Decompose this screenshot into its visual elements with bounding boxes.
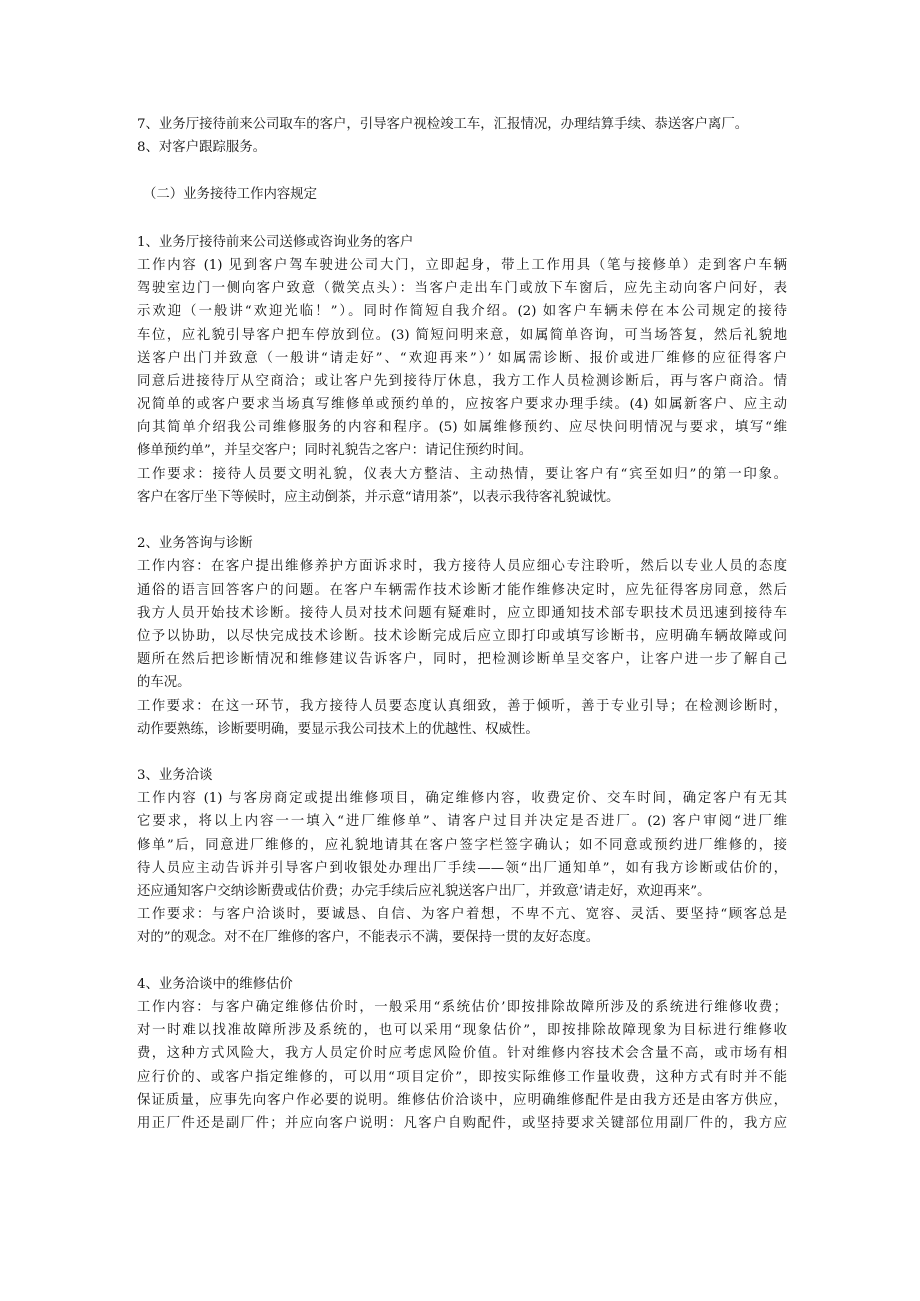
item4-content-line: 工作内容：与客户确定维修估价时，一般采用“系统估价’即按排除故障所涉及的系统进行维修收费；: [137, 999, 787, 1015]
item4-content-line: 对一时难以找准故障所涉及系统的，也可以采用“现象估价”，即按排除故障现象为目标进行维修收: [137, 1023, 787, 1039]
item4-content-line: 应行价的、或客户指定维修的，可以用“项目定价”，即按实际维修工作量收费，这种方式有时并不能: [137, 1069, 787, 1085]
item3-content-line: 待人员应主动告诉并引导客户到收银处办理出厂手续——领“出厂通知单”，如有我方诊断或估价的，: [137, 860, 787, 876]
item4-content-line: 保证质量，应事先向客户作必要的说明。维修估价洽谈中，应明确维修配件是由我方还是由客方供应，: [137, 1092, 787, 1108]
item1-content-line: 同意后进接待厅从空商洽；或让客户先到接待厅休息，我方工作人员检测诊断后，再与客户商洽。情: [137, 373, 787, 389]
item2-requirement-line: 工作要求：在这一环节，我方接待人员要态度认真细致，善于倾听，善于专业引导；在检测诊断时，: [137, 698, 787, 714]
item1-heading: 1、业务厅接待前来公司送修或咨询业务的客户: [137, 234, 414, 250]
item3-heading: 3、业务洽谈: [137, 768, 213, 784]
item4-heading: 4、业务洽谈中的维修估价: [137, 976, 293, 992]
item1-requirement-line: 客户在客厅坐下等候时，应主动倒茶，并示意“请用茶”，以表示我待客礼貌诚忱。: [137, 489, 620, 505]
item3-content-line: 还应通知客户交纳诊断费或估价费；办完手续后应礼貌送客户出厂，并致意’请走好，欢迎再来”。: [137, 884, 711, 899]
intro-line-7: 7、业务厅接待前来公司取车的客户，引导客户视检竣工车，汇报情况，办理结算手续、恭送客户离厂。: [137, 117, 749, 132]
item4-content-line: 费，这种方式风险大，我方人员定价时应考虑风险价值。针对维修内容技术会含量不高，或市场有相: [137, 1046, 787, 1062]
item4-content-line: 用正厂件还是副厂件；并应向客户说明：凡客户自购配件，或坚持要求关键部位用副厂件的，我方应: [137, 1115, 787, 1131]
item2-requirement-line: 动作要熟练，诊断要明确，要显示我公司技术上的优越性、权威性。: [137, 721, 539, 737]
item1-requirement-line: 工作要求：接待人员要文明礼貌，仪表大方整洁、主动热情，要让客户有“宾至如归”的第一印象。: [137, 466, 787, 482]
item1-content-line: 车位，应礼貌引导客户把车停放到位。(3) 简短问明来意，如属简单咨询，可当场答复，然后礼貌地: [137, 327, 787, 343]
item1-content-line: 示欢迎（一般讲“欢迎光临！”）。同时作简短自我介绍。(2) 如客户车辆未停在本公司规定的接待: [137, 304, 787, 320]
section-heading: （二）业务接待工作内容规定: [143, 186, 318, 202]
item2-heading: 2、业务答询与诊断: [137, 536, 253, 552]
item2-content-line: 工作内容：在客户提出维修养护方面诉求时，我方接待人员应细心专注聆听，然后以专业人员的态度: [137, 559, 787, 575]
item1-content-line: 工作内容 (1) 见到客户驾车驶进公司大门，立即起身，带上工作用具（笔与接修单）走到客户车辆: [137, 257, 787, 273]
item1-content-line: 修单预约单”，并呈交客户；同时礼貌告之客户：请记住预约时间。: [137, 443, 533, 459]
item1-content-line: 向其简单介绍我公司维修服务的内容和程序。(5) 如属维修预约、应尽快问明情况与要求，填写“维: [137, 420, 787, 436]
document-page: [137, 113, 787, 1135]
item3-content-line: 修单”后，同意进厂维修的，应礼貌地请其在客户签字栏签字确认；如不同意或预约进厂维修的，接: [137, 837, 787, 853]
item2-content-line: 题所在然后把诊断情况和维修建议告诉客户，同时，把检测诊断单呈交客户，让客户进一步了解自己: [137, 652, 787, 668]
item3-content-line: 它要求，将以上内容一一填入“进厂维修单”、请客户过目并决定是否进厂。(2) 客户审阅“进厂维: [137, 814, 787, 830]
item3-requirement-line: 对的”的观念。对不在厂维修的客户，不能表示不满，要保持一贯的友好态度。: [137, 930, 600, 946]
item3-content-line: 工作内容 (1) 与客房商定或提出维修项目，确定维修内容，收费定价、交车时间，确定客户有无其: [137, 791, 787, 807]
item2-content-line: 的车况。: [137, 675, 191, 691]
item2-content-line: 位予以协助，以尽快完成技术诊断。技术诊断完成后应立即打印或填写诊断书，应明确车辆故障或问: [137, 628, 787, 644]
item3-requirement-line: 工作要求：与客户洽谈时，要诚恳、自信、为客户着想，不卑不亢、宽容、灵活、要坚持“顾客总是: [137, 907, 787, 923]
item1-content-line: 驾驶室边门一侧向客户致意（微笑点头）：当客户走出车门或放下车窗后，应先主动向客户问好，表: [137, 281, 787, 297]
item2-content-line: 通俗的语言回答客户的问题。在客户车辆需作技术诊断才能作维修决定时，应先征得客房同意，然后: [137, 582, 787, 598]
item1-content-line: 况简单的或客户要求当场真写维修单或预约单的，应按客户要求办理手续。(4) 如属新客户、应主动: [137, 397, 787, 413]
intro-line-8: 8、对客户跟踪服务。: [137, 140, 267, 156]
item1-content-line: 送客户出门并致意（一般讲“请走好”、“欢迎再来”）’ 如属需诊断、报价或进厂维修的应征得客户: [137, 350, 787, 366]
item2-content-line: 我方人员开始技术诊断。接待人员对技术问题有疑难时，应立即通知技术部专职技术员迅速到接待车: [137, 605, 787, 621]
